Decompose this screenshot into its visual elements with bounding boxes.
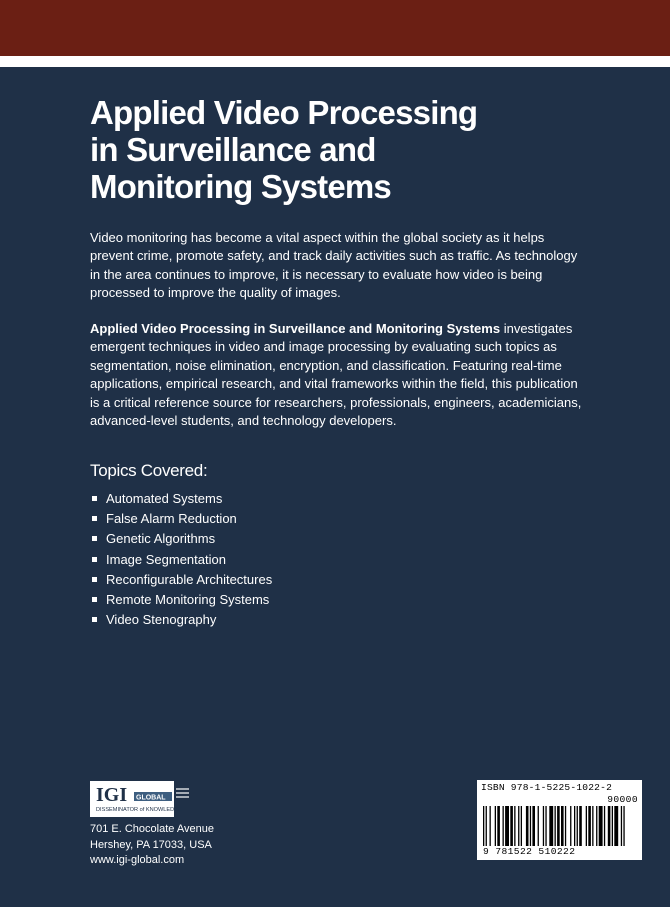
topic-item xyxy=(90,550,272,570)
barcode-bar xyxy=(510,806,513,846)
barcode-bar xyxy=(538,806,539,846)
barcode-bar xyxy=(579,806,582,846)
barcode-bar xyxy=(596,806,597,846)
barcode-bar xyxy=(530,806,531,846)
barcode-bar xyxy=(557,806,560,846)
barcode-bar xyxy=(565,806,566,846)
barcode-bar xyxy=(543,806,544,846)
bullet-icon xyxy=(92,496,97,501)
barcode-bar xyxy=(604,806,605,846)
topic-label: Automated Systems xyxy=(106,491,223,506)
intro-paragraph: Video monitoring has become a vital aspect within the global society as it helps prevent crime, promote safety, and track daily activities such as traffic. As technology in the area continues to improve, it is necessary to evaluate how video is being processed to improve the quality of images. xyxy=(90,230,578,301)
barcode-bar xyxy=(592,806,593,846)
barcode-bar xyxy=(574,806,575,846)
description-book-title: Applied Video Processing in Surveillance and Monitoring Systems xyxy=(90,321,501,336)
barcode-bar xyxy=(608,806,611,846)
barcode-bar xyxy=(526,806,529,846)
barcode-bar xyxy=(549,806,553,846)
bullet-icon xyxy=(92,617,97,622)
logo-lines-icon xyxy=(176,789,189,797)
logo-tagline: DISSEMINATOR of KNOWLEDGE xyxy=(96,807,183,813)
topic-label: Reconfigurable Architectures xyxy=(106,571,273,587)
isbn-barcode xyxy=(477,780,642,860)
barcode-bar xyxy=(570,806,571,846)
bullet-icon xyxy=(92,536,97,541)
barcode-bar xyxy=(483,806,484,846)
topic-label: False Alarm Reduction xyxy=(106,511,237,527)
address-city: Hershey, PA 17033, USA xyxy=(90,838,212,851)
barcode-bar xyxy=(532,806,535,846)
book-title-line-2: in Surveillance and xyxy=(90,131,376,168)
barcode-bar xyxy=(545,806,546,846)
topic-item xyxy=(90,570,272,590)
barcode-bar xyxy=(490,806,491,846)
white-divider-stripe xyxy=(0,56,670,67)
barcode-bar xyxy=(518,806,519,846)
book-title xyxy=(90,94,610,205)
topic-label: Video Stenography xyxy=(106,612,217,628)
barcode-bar xyxy=(586,806,587,846)
bullet-icon xyxy=(92,597,97,602)
barcode-bar xyxy=(503,806,504,846)
topic-item xyxy=(90,529,272,549)
topic-item xyxy=(90,509,272,529)
isbn-label: ISBN 978-1-5225-1022-2 xyxy=(481,782,613,793)
barcode-bar xyxy=(577,806,578,846)
bullet-icon xyxy=(92,557,97,562)
book-title-line-1: Applied Video Processing xyxy=(90,94,478,131)
barcode-bar xyxy=(614,806,618,846)
description-body: investigates emergent techniques in video and image processing by evaluating such topics as segmentation, noise elimination, encryption, and classification. Featuring real-time applications, empirical research, and vital frameworks within the field, this publication is a critical reference source for researchers, professionals, engineers, academicians, advanced-level students, and technology developers. xyxy=(90,321,582,429)
topic-item xyxy=(90,489,272,509)
topic-item xyxy=(90,610,272,630)
description-paragraph xyxy=(90,320,590,430)
barcode-bar xyxy=(599,806,603,846)
barcode-bar xyxy=(612,806,613,846)
barcode-bar xyxy=(497,806,500,846)
barcode-bar xyxy=(486,806,487,846)
igi-global-logo xyxy=(90,781,190,817)
barcode-bar xyxy=(505,806,509,846)
bullet-icon xyxy=(92,577,97,582)
logo-word: GLOBAL xyxy=(136,794,166,802)
publisher-address xyxy=(90,822,214,869)
barcode-bar xyxy=(495,806,496,846)
topic-label: Genetic Algorithms xyxy=(106,531,216,547)
barcode-bar xyxy=(621,806,622,846)
book-title-line-3: Monitoring Systems xyxy=(90,168,391,205)
barcode-bar xyxy=(623,806,624,846)
barcode-bar xyxy=(514,806,515,846)
topic-item xyxy=(90,590,272,610)
address-street: 701 E. Chocolate Avenue xyxy=(90,823,214,835)
publisher-website: www.igi-global.com xyxy=(90,854,185,866)
barcode-bar xyxy=(555,806,556,846)
barcode-bars xyxy=(483,806,637,846)
barcode-bar xyxy=(588,806,591,846)
barcode-digits: 9 781522 510222 xyxy=(483,846,576,857)
top-color-band xyxy=(0,0,670,56)
barcode-bar xyxy=(561,806,564,846)
barcode-bar xyxy=(521,806,522,846)
topics-heading: Topics Covered: xyxy=(90,461,208,480)
price-code: 90000 xyxy=(607,794,638,805)
topics-list xyxy=(90,489,272,630)
topic-label: Image Segmentation xyxy=(106,551,226,567)
bullet-icon xyxy=(92,516,97,521)
logo-letters: IGI xyxy=(96,784,128,806)
topic-label: Remote Monitoring Systems xyxy=(106,591,270,607)
